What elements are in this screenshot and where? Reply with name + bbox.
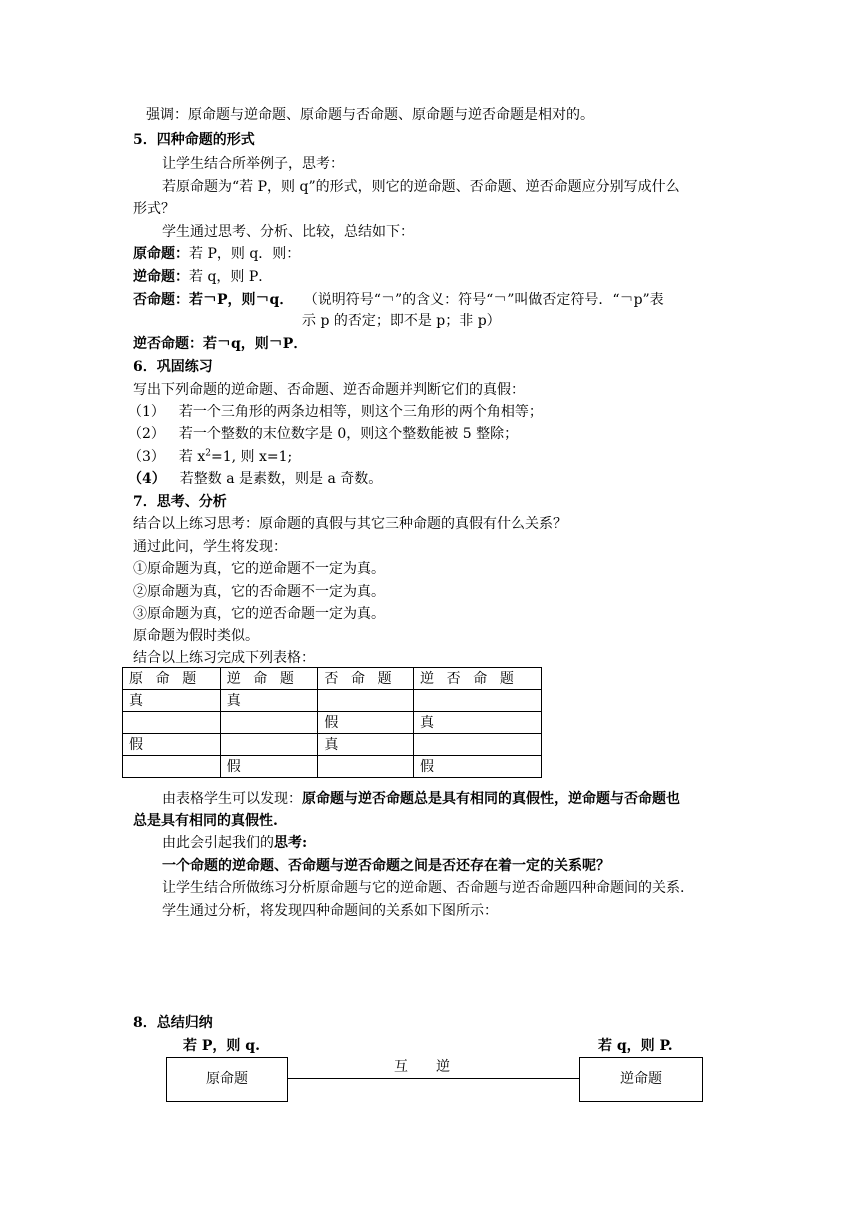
section-heading-7: 7．思考、分析	[133, 494, 227, 510]
exercise-2	[128, 424, 518, 444]
paragraph: 通过此问，学生将发现：	[133, 539, 287, 555]
table-cell: 假	[414, 756, 542, 778]
original-proposition-line	[133, 244, 300, 264]
inverse-label: 否命题：	[133, 292, 189, 308]
table-row	[123, 756, 542, 778]
table-cell	[220, 712, 318, 734]
finding-bold-continued: 总是具有相同的真假性.	[133, 813, 278, 829]
original-text: 若 P，则 q．则：	[189, 246, 301, 262]
contrapositive-label: 逆否命题：	[133, 336, 203, 352]
inverse-text: 若￢P，则￢q．	[189, 292, 294, 308]
table-cell	[414, 690, 542, 712]
table-cell: 假	[220, 756, 318, 778]
paragraph: 写出下列命题的逆命题、否命题、逆否命题并判断它们的真假：	[133, 382, 525, 398]
thinking-line	[162, 833, 307, 853]
finding-bold: 原命题与逆否命题总是具有相同的真假性，逆命题与否命题也	[302, 791, 680, 807]
paragraph: 让学生结合所做练习分析原命题与它的逆命题、否命题与逆否命题四种命题间的关系.	[162, 880, 685, 896]
paragraph: 若原命题为“若 P，则 q”的形式，则它的逆命题、否命题、逆否命题应分别写成什么	[162, 179, 680, 195]
converse-proposition-box: 逆命题	[579, 1057, 703, 1102]
section-heading-5: 5．四种命题的形式	[133, 132, 255, 148]
paragraph: 原命题为假时类似。	[133, 628, 259, 644]
exercise-1	[128, 402, 543, 422]
table-row	[123, 690, 542, 712]
table-cell	[220, 734, 318, 756]
exercise-text: 若一个整数的末位数字是 0，则这个整数能被 5 整除；	[178, 426, 519, 442]
key-question: 一个命题的逆命题、否命题与逆否命题之间是否还存在着一定的关系呢？	[162, 858, 610, 874]
table-cell: 真	[414, 712, 542, 734]
mutual-converse-connector	[288, 1078, 580, 1079]
finding-2: ②原命题为真，它的否命题不一定为真。	[133, 584, 385, 600]
table-row	[123, 734, 542, 756]
table-cell	[123, 712, 221, 734]
exponent: 2	[205, 448, 212, 459]
converse-label: 逆命题：	[133, 269, 189, 285]
table-cell: 真	[220, 690, 318, 712]
converse-proposition-line	[133, 267, 272, 287]
inverse-note: （说明符号“￢”的含义：符号“￢”叫做否定符号．“￢p”表	[303, 292, 664, 308]
original-label: 原命题：	[133, 246, 189, 262]
paragraph: 学生通过分析，将发现四种命题间的关系如下图所示：	[162, 903, 498, 919]
emphasis-line: 强调：原命题与逆命题、原命题与否命题、原命题与逆否命题是相对的。	[146, 107, 594, 123]
converse-text: 若 q，则 P．	[189, 269, 273, 285]
table-cell: 真	[123, 690, 221, 712]
inverse-proposition-line	[133, 290, 664, 310]
paragraph: 结合以上练习完成下列表格：	[133, 650, 315, 666]
table-cell: 真	[318, 734, 414, 756]
exercise-number: （3）	[128, 449, 165, 465]
connector-label: 互 逆	[394, 1059, 450, 1075]
table-cell: 假	[318, 712, 414, 734]
table-header-row	[123, 668, 542, 690]
table-header-cell: 逆否命题	[414, 668, 542, 690]
table-cell	[318, 756, 414, 778]
exercise-text: 若 x	[178, 449, 206, 465]
inverse-note-continued: 示 p 的否定；即不是 p；非 p）	[302, 313, 501, 329]
exercise-4	[128, 469, 382, 489]
paragraph: 结合以上练习思考：原命题的真假与其它三种命题的真假有什么关系？	[133, 516, 567, 532]
exercise-number: （2）	[128, 426, 165, 442]
contrapositive-line	[133, 334, 307, 354]
truth-table	[122, 667, 542, 778]
section-heading-8: 8．总结归纳	[133, 1015, 213, 1031]
thinking-bold: 思考:	[274, 835, 308, 851]
exercise-text: 若整数 a 是素数，则是 a 奇数。	[179, 471, 383, 487]
table-cell	[318, 690, 414, 712]
original-proposition-box: 原命题	[166, 1057, 288, 1102]
exercise-text: 若一个三角形的两条边相等，则这个三角形的两个角相等；	[178, 404, 543, 420]
table-header-cell: 逆命题	[220, 668, 318, 690]
finding-text: 由表格学生可以发现：	[162, 791, 302, 807]
diagram-left-caption: 若 P，则 q.	[183, 1038, 260, 1054]
diagram-right-caption: 若 q，则 P.	[598, 1038, 673, 1054]
paragraph: 形式？	[133, 201, 175, 217]
finding-3: ③原命题为真，它的逆否命题一定为真。	[133, 606, 385, 622]
exercise-number: （1）	[128, 404, 165, 420]
table-header-cell: 否命题	[318, 668, 414, 690]
table-header-cell: 原命题	[123, 668, 221, 690]
paragraph: 让学生结合所举例子，思考：	[162, 156, 344, 172]
paragraph: 学生通过思考、分析、比较，总结如下：	[162, 224, 414, 240]
table-cell	[123, 756, 221, 778]
exercise-number: （4）	[128, 471, 166, 487]
table-cell	[414, 734, 542, 756]
thinking-text: 由此会引起我们的	[162, 835, 274, 851]
exercise-text: =1, 则 x=1;	[211, 449, 293, 465]
table-cell: 假	[123, 734, 221, 756]
finding-paragraph	[162, 789, 680, 809]
finding-1: ①原命题为真，它的逆命题不一定为真。	[133, 561, 385, 577]
exercise-3	[128, 447, 292, 467]
section-heading-6: 6．巩固练习	[133, 359, 213, 375]
contrapositive-text: 若￢q，则￢P．	[203, 336, 308, 352]
table-row	[123, 712, 542, 734]
